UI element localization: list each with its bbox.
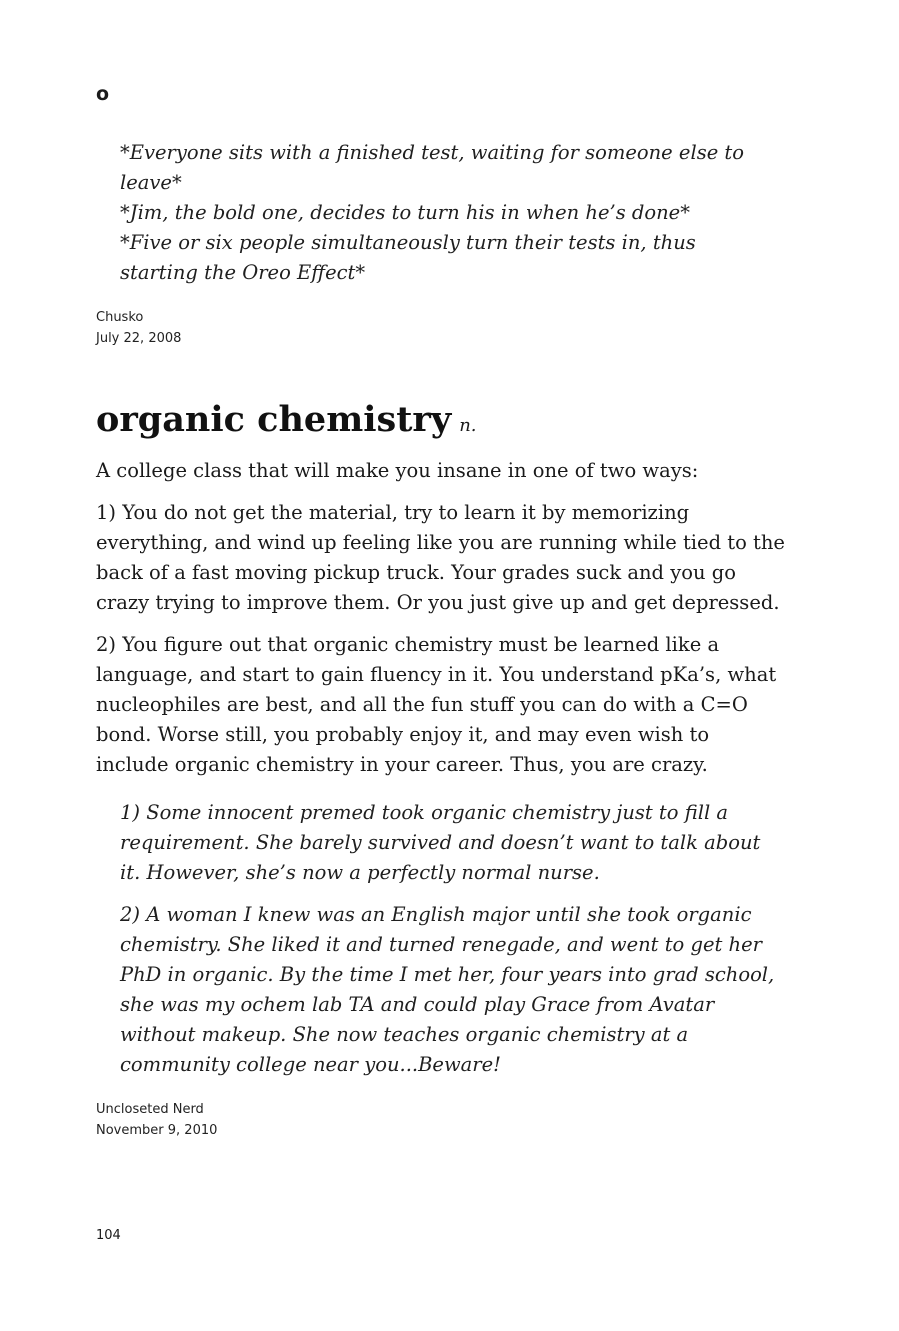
definition-paragraph: 1) You do not get the material, try to learn it by memorizing everything, and wind up feeling like you are running while tied to the back of a fast moving pickup truck. Your grades suck and you go crazy trying to improve them. Or you just give up and get depressed. — [96, 501, 785, 614]
entry-date: July 22, 2008 — [96, 331, 182, 346]
part-of-speech: n. — [459, 415, 477, 436]
example-line: *Everyone sits with a finished test, waiting for someone else to leave* — [120, 141, 745, 194]
page-number: 104 — [96, 1228, 121, 1243]
previous-entry-attribution — [96, 307, 181, 349]
example-line: *Jim, the bold one, decides to turn his in when he’s done* — [120, 201, 690, 224]
definition-paragraph: A college class that will make you insane in one of two ways: — [96, 459, 699, 482]
entry-heading — [96, 396, 477, 444]
example-paragraph: 2) A woman I knew was an English major until she took organic chemistry. She liked it and turned renegade, and went to get her PhD in organic. By the time I met her, four years into grad school, she was my ochem lab TA and could play Grace from Avatar without makeup. She now teaches organic chemistry at a community college near you...Beware! — [120, 903, 775, 1076]
entry-date: November 9, 2010 — [96, 1123, 218, 1138]
definition — [96, 456, 786, 792]
author-name: Chusko — [96, 310, 144, 325]
section-letter: o — [96, 83, 110, 105]
definition-paragraph: 2) You figure out that organic chemistry must be learned like a language, and start to gain fluency in it. You understand pKa’s, what nucleophiles are best, and all the fun stuff you can do with a C=O bond. Worse still, you probably enjoy it, and may even wish to include organic chemistry in your career. Thus, you are crazy. — [96, 633, 777, 776]
example-paragraph: 1) Some innocent premed took organic chemistry just to fill a requirement. She barely survived and doesn’t want to talk about it. However, she’s now a perfectly normal nurse. — [120, 801, 761, 884]
author-name: Uncloseted Nerd — [96, 1102, 204, 1117]
previous-entry-example — [120, 138, 770, 288]
headword: organic chemistry — [96, 399, 452, 440]
example-line: *Five or six people simultaneously turn their tests in, thus starting the Oreo Effect* — [120, 231, 696, 284]
entry-attribution — [96, 1099, 217, 1141]
entry-examples — [120, 798, 780, 1080]
